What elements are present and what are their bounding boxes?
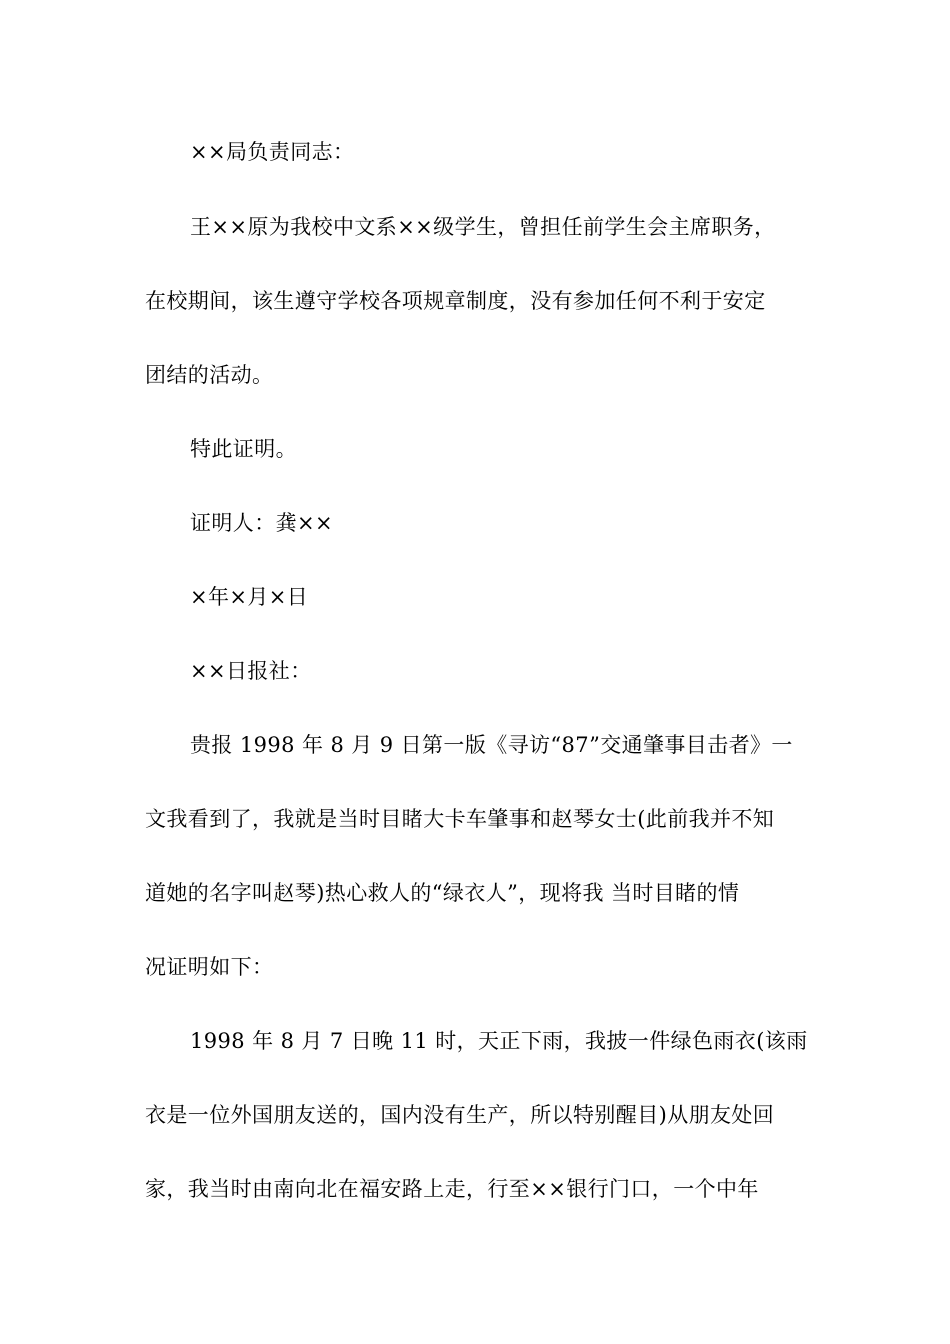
- paragraph-line: 况证明如下：: [145, 955, 274, 979]
- paragraph-line: 王××原为我校中文系××级学生，曾担任前学生会主席职务，: [190, 215, 776, 239]
- document-date: ×年×月×日: [190, 585, 309, 609]
- paragraph-line: 衣是一位外国朋友送的，国内没有生产，所以特别醒目)从朋友处回: [145, 1103, 775, 1127]
- paragraph-line: 文我看到了，我就是当时目睹大卡车肇事和赵琴女士(此前我并不知: [145, 807, 775, 831]
- certification-statement: 特此证明。: [190, 437, 297, 461]
- paragraph-line: 在校期间，该生遵守学校各项规章制度，没有参加任何不利于安定: [145, 289, 766, 313]
- salutation-bureau: ××局负责同志：: [190, 140, 355, 164]
- paragraph-line: 团结的活动。: [145, 363, 274, 387]
- paragraph-line: 1998 年 8 月 7 日晚 11 时，天正下雨，我披一件绿色雨衣(该雨: [190, 1029, 808, 1053]
- paragraph-line: 贵报 1998 年 8 月 9 日第一版《寻访“87”交通肇事目击者》一: [190, 733, 793, 757]
- salutation-newspaper: ××日报社：: [190, 659, 312, 683]
- paragraph-line: 道她的名字叫赵琴)热心救人的“绿衣人”，现将我 当时目睹的情: [145, 881, 740, 905]
- witness-name: 证明人：龚××: [190, 511, 333, 535]
- paragraph-line: 家，我当时由南向北在福安路上走，行至××银行门口，一个中年: [145, 1177, 759, 1201]
